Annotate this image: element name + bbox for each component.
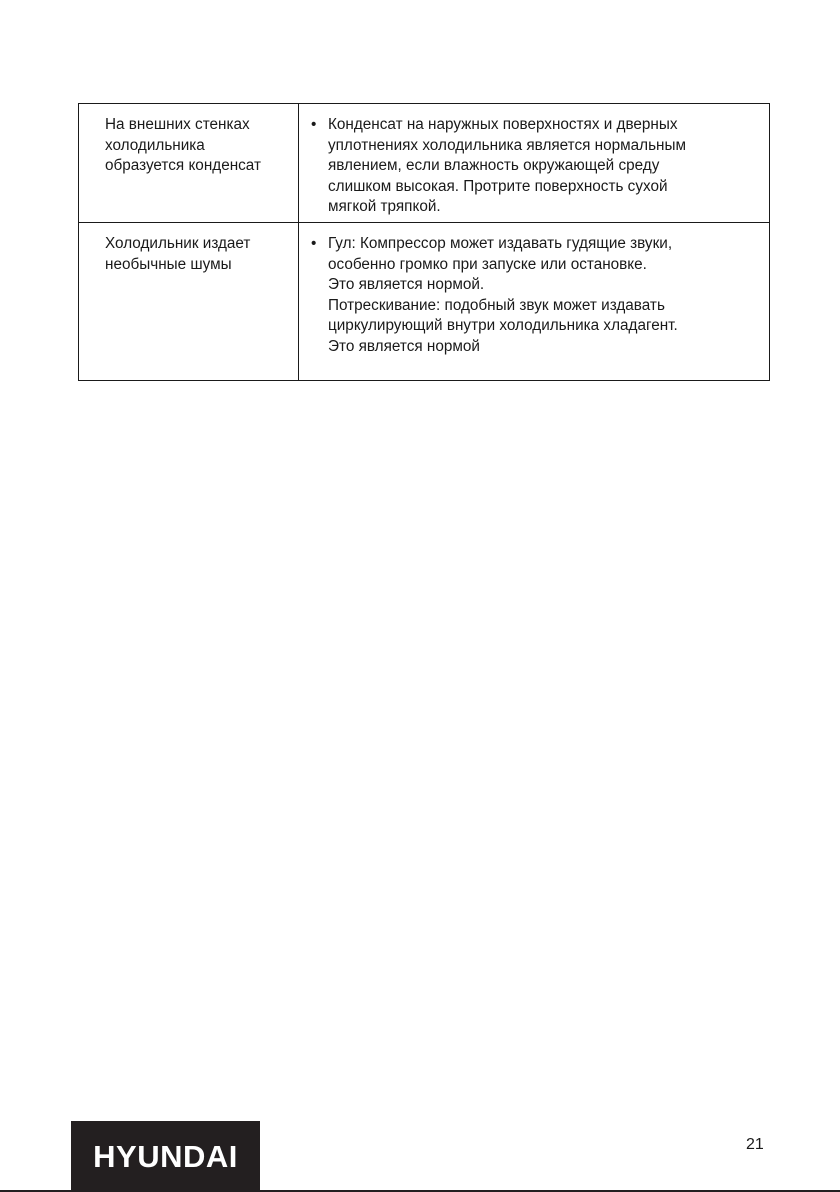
solution-line: явлением, если влажность окружающей среду xyxy=(328,157,660,175)
solution-line: Потрескивание: подобный звук может издавать xyxy=(328,296,665,314)
solution-cell xyxy=(299,223,770,381)
problem-text: Холодильник издает необычные шумы xyxy=(105,235,251,273)
troubleshooting-table xyxy=(78,103,770,381)
page-number: 21 xyxy=(746,1136,764,1153)
problem-cell xyxy=(79,104,299,223)
solution-line: слишком высокая. Протрите поверхность сухой xyxy=(328,177,668,195)
table-row xyxy=(79,104,770,223)
solution-cell xyxy=(299,104,770,223)
problem-text: На внешних стенках холодильника образуется конденсат xyxy=(105,116,261,175)
solution-line: уплотнениях холодильника является нормальным xyxy=(328,136,687,154)
solution-line: особенно громко при запуске или остановке. xyxy=(328,255,647,273)
brand-logo-text: HYUNDAI xyxy=(93,1138,238,1174)
solution-line: Это является нормой. xyxy=(328,276,485,294)
brand-logo xyxy=(71,1121,260,1192)
table-row xyxy=(79,223,770,381)
solution-line: мягкой тряпкой. xyxy=(328,198,441,216)
problem-cell xyxy=(79,223,299,381)
solution-line: циркулирующий внутри холодильника хладагент. xyxy=(328,317,678,335)
solution-line: Гул: Компрессор может издавать гудящие звуки, xyxy=(328,235,673,252)
bullet-point: • xyxy=(311,235,317,252)
solution-line: Это является нормой xyxy=(328,337,480,355)
bullet-point: • xyxy=(311,116,317,133)
solution-line: Конденсат на наружных поверхностях и дверных xyxy=(328,116,678,133)
